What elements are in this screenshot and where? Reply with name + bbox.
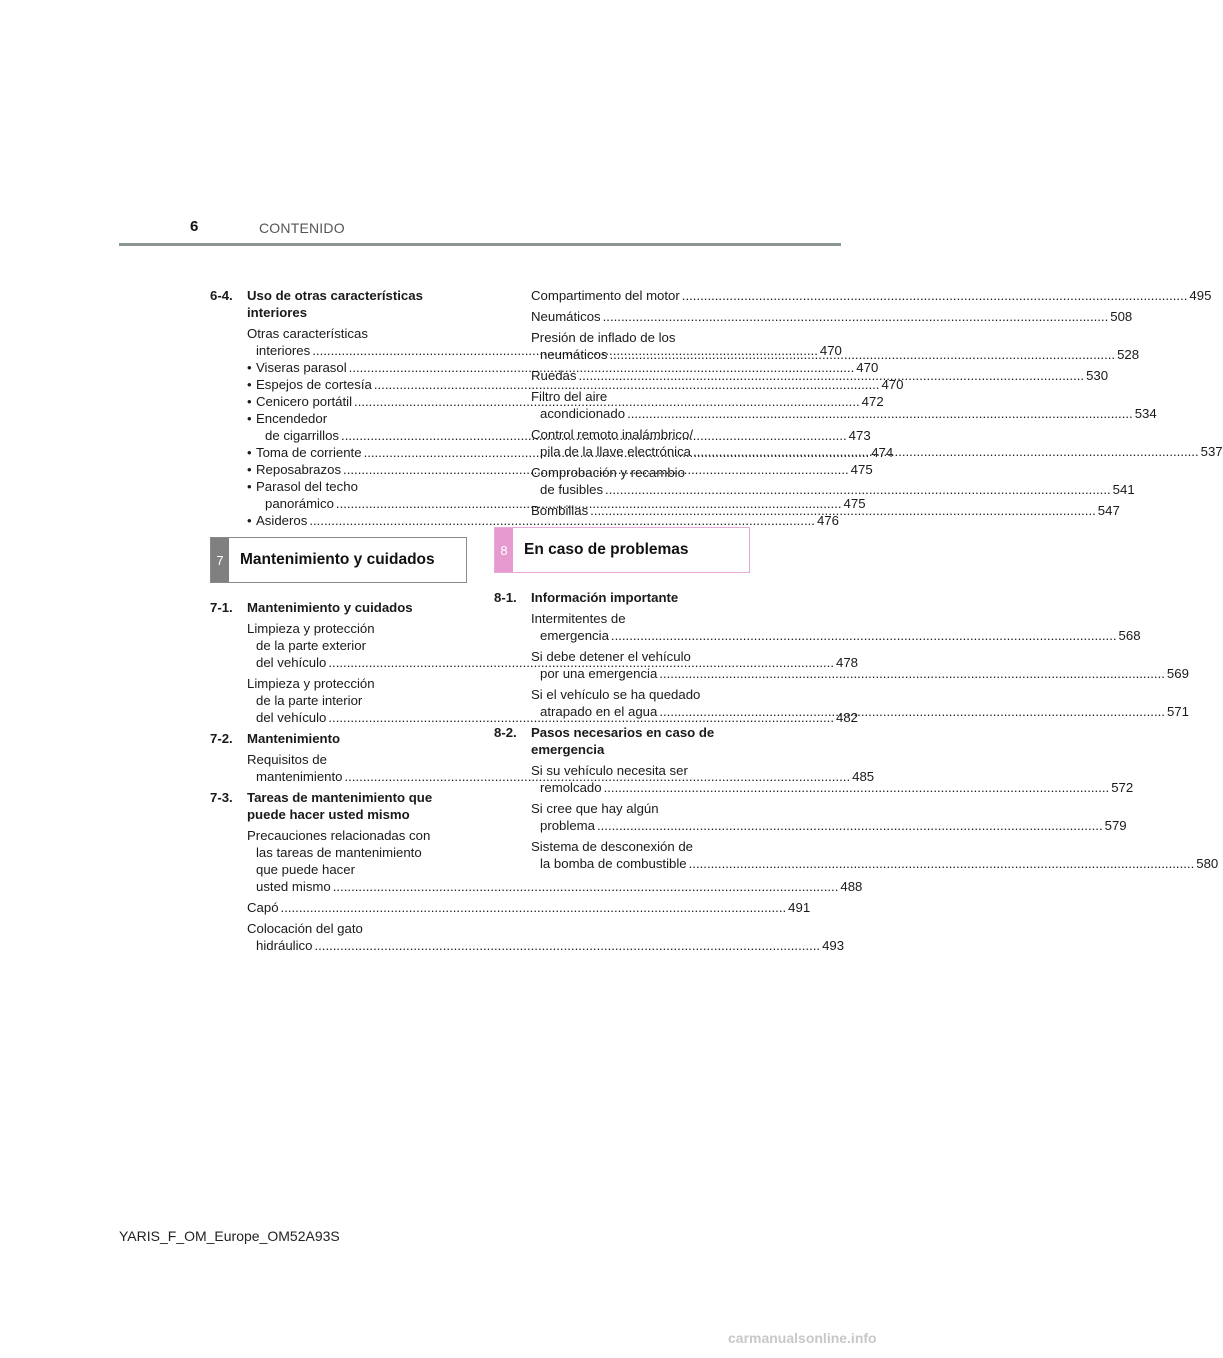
toc-entry-espejos[interactable]: • Espejos de cortesía ..... 470 (256, 376, 467, 393)
toc-entry-filtro[interactable]: Filtro del aire acondicionado ..... 534 (494, 388, 750, 422)
toc-entry-control-remoto[interactable]: Control remoto inalámbrico/ pila de la llave electrónica ..... 537 (494, 426, 750, 460)
toc-entry-detener[interactable]: Si debe detener el vehículo por una emergencia ..... 569 (494, 648, 750, 682)
section-8-2[interactable]: 8-2. Pasos necesarios en caso de emergencia (494, 725, 715, 757)
toc-entry-cenicero[interactable]: • Cenicero portátil ..... 472 (256, 393, 467, 410)
chapter-7-header[interactable] (210, 537, 467, 583)
section-7-3[interactable]: 7-3. Tareas de mantenimiento que puede hacer usted mismo (210, 790, 433, 822)
toc-entry-requisitos[interactable]: Requisitos de mantenimiento ..... 485 (210, 751, 467, 785)
chapter-8-header[interactable] (494, 527, 750, 573)
page-number: 6 (190, 218, 199, 235)
toc-entry-remolcado[interactable]: Si su vehículo necesita ser remolcado ..... 572 (494, 762, 750, 796)
watermark-site: carmanualsonline.info (728, 1330, 877, 1346)
toc-entry-capo[interactable]: Capó ..... 491 (210, 899, 467, 916)
section-7-1[interactable]: 7-1. Mantenimiento y cuidados (210, 600, 413, 615)
toc-entry-agua[interactable]: Si el vehículo se ha quedado atrapado en el agua ..... 571 (494, 686, 750, 720)
chapter-number-tab: 7 (211, 538, 229, 582)
toc-entry-fusibles[interactable]: Comprobación y recambio de fusibles ..... 541 (494, 464, 750, 498)
toc-entry-desconexion[interactable]: Sistema de desconexión de la bomba de combustible ..... 580 (494, 838, 750, 872)
page-title: CONTENIDO (259, 220, 345, 236)
toc-entry-limpieza-exterior[interactable]: Limpieza y protección de la parte exterior del vehículo ..... 478 (210, 620, 467, 671)
toc-entry-neumaticos[interactable]: Neumáticos ..... 508 (494, 308, 750, 325)
section-7-2[interactable]: 7-2. Mantenimiento (210, 731, 341, 746)
toc-entry-limpieza-interior[interactable]: Limpieza y protección de la parte interior del vehículo ..... 482 (210, 675, 467, 726)
chapter-number-tab: 8 (495, 528, 513, 572)
document-id: YARIS_F_OM_Europe_OM52A93S (119, 1228, 340, 1244)
toc-entry-compartimento[interactable]: Compartimento del motor ..... 495 (494, 287, 750, 304)
toc-entry-gato[interactable]: Colocación del gato hidráulico ..... 493 (210, 920, 467, 954)
toc-entry-presion[interactable]: Presión de inflado de los neumáticos ..... 528 (494, 329, 750, 363)
toc-entry-viseras[interactable]: • Viseras parasol ..... 470 (256, 359, 467, 376)
toc-entry-bombillas[interactable]: Bombillas ..... 547 (494, 502, 750, 519)
toc-entry-problema[interactable]: Si cree que hay algún problema ..... 579 (494, 800, 750, 834)
toc-entry-asideros[interactable]: • Asideros ..... 476 (256, 512, 467, 529)
toc-entry-otras-caracteristicas[interactable]: Otras características interiores ..... 470 (210, 325, 467, 359)
page-ref: 470 (819, 343, 842, 358)
toc-entry-intermitentes[interactable]: Intermitentes de emergencia ..... 568 (494, 610, 750, 644)
section-number: 6-4. (210, 288, 233, 303)
toc-entry-toma[interactable]: • Toma de corriente ..... 474 (256, 444, 467, 461)
chapter-title: En caso de problemas (524, 541, 689, 558)
toc-entry-precauciones[interactable]: Precauciones relacionadas con las tareas de mantenimiento que puede hacer usted mismo ..... 488 (210, 827, 467, 895)
section-8-1[interactable]: 8-1. Información importante (494, 590, 679, 605)
section-6-4[interactable]: 6-4. Uso de otras características interiores (210, 288, 423, 320)
header-divider (119, 243, 841, 246)
toc-entry-parasol[interactable]: • Parasol del techo panorámico ..... 475 (256, 478, 467, 512)
toc-entry-reposabrazos[interactable]: • Reposabrazos ..... 475 (256, 461, 467, 478)
toc-entry-encendedor[interactable]: • Encendedor de cigarrillos ..... 473 (256, 410, 467, 444)
chapter-title: Mantenimiento y cuidados (240, 551, 435, 568)
toc-entry-ruedas[interactable]: Ruedas ..... 530 (494, 367, 750, 384)
